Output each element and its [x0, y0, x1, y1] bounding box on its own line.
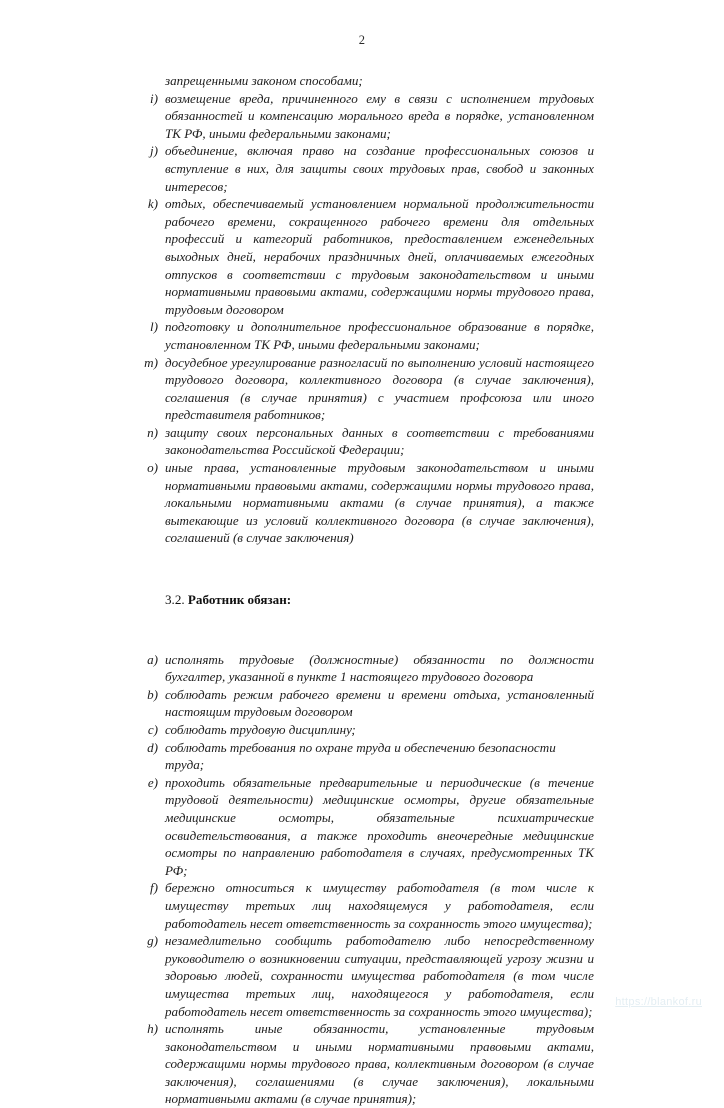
list-item [128, 459, 594, 547]
list-item [128, 739, 594, 774]
list-marker: k) [147, 196, 158, 212]
list-marker: b) [147, 686, 158, 702]
list-item [128, 90, 594, 143]
list-item-text: бережно относиться к имуществу работодателя (в том числе к имуществу третьих лиц находящемуся у работодателя, если работодатель несет ответственность за сохранность этого имущества); [165, 880, 594, 931]
list-item [128, 195, 594, 318]
list-item [128, 424, 594, 459]
list-marker: e) [147, 774, 158, 790]
page-content [128, 72, 594, 1108]
list-item [128, 1020, 594, 1108]
list-item-text: иные права, установленные трудовым законодательством и иными нормативными правовыми актами, содержащими нормы трудового права, локальными нормативными актами (в случае принятия), а также вытекающие из условий коллективного договора (в случае заключения), соглашений (в случае заключения) [165, 460, 594, 546]
employee-duties-list [128, 651, 594, 1108]
list-item-text: исполнять трудовые (должностные) обязанности по должности бухгалтер, указанной в пункте 1 настоящего трудового договора [165, 651, 594, 685]
list-item-text: соблюдать режим рабочего времени и времени отдыха, установленный настоящим трудовым договором [165, 686, 594, 720]
list-item-text: соблюдать трудовую дисциплину; [165, 722, 356, 737]
list-marker: m) [144, 354, 158, 370]
list-item-text: возмещение вреда, причиненного ему в связи с исполнением трудовых обязанностей и компенсацию морального вреда в порядке, установленном ТК РФ, иными федеральными законами; [165, 90, 594, 141]
list-item-text: защиту своих персональных данных в соответствии с требованиями законодательства Российской Федерации; [165, 424, 594, 458]
list-item-text: объединение, включая право на создание профессиональных союзов и вступление в них, для защиты своих трудовых прав, свобод и законных интересов; [165, 143, 594, 194]
list-item [128, 651, 594, 686]
list-item [128, 142, 594, 195]
list-item-text: подготовку и дополнительное профессиональное образование в порядке, установленном ТК РФ, иными федеральными законами; [165, 319, 594, 352]
page-number: 2 [358, 33, 366, 47]
list-item [128, 354, 594, 424]
list-item [128, 686, 594, 721]
source-watermark[interactable]: https://blankof.ru [615, 996, 702, 1008]
list-item-text: незамедлительно сообщить работодателю либо непосредственному руководителю о возникновении ситуации, представляющей угрозу жизни и здоровью людей, сохранности имущества работодателя (в том числе имущества третьих лиц, находящегося у работодателя, если работодатель несет ответственность за сохранность этого имущества); [165, 933, 594, 1019]
list-item-text: досудебное урегулирование разногласий по выполнению условий настоящего трудового договора, коллективного договора (в случае заключения), соглашения (в случае принятия) с участием профсоюза или иного представителя работников; [165, 354, 594, 423]
list-item-text: соблюдать требования по охране труда и обеспечению безопасности труда; [165, 739, 556, 773]
list-marker: o) [147, 460, 158, 476]
employee-rights-list [128, 90, 594, 547]
list-marker: a) [147, 651, 158, 667]
list-marker: f) [150, 880, 158, 896]
section-heading [128, 591, 594, 609]
list-item [128, 318, 594, 353]
list-item-text: исполнять иные обязанности, установленные трудовым законодательством и иными нормативными правовыми актами, содержащими нормы трудового права, коллективным договором (в случае заключения), соглашениями (в случае заключения), локальными нормативными актами (в случае принятия); [165, 1021, 594, 1107]
spacer [128, 609, 594, 651]
list-item [128, 932, 594, 1020]
section-title: Работник обязан: [187, 592, 292, 608]
section-number: 3.2. [165, 592, 185, 608]
list-item-text: проходить обязательные предварительные и периодические (в течение трудовой деятельности) медицинские осмотры, другие обязательные медицинские осмотры, обязательные психиатрические освидетельствования, а также проходить внеочередные медицинские осмотры по направлению работодателя в случаях, предусмотренных ТК РФ; [165, 774, 594, 878]
list-item [128, 721, 594, 739]
list-marker: i) [150, 90, 158, 106]
list-marker: g) [147, 933, 158, 949]
list-marker: l) [150, 319, 158, 335]
continued-line: запрещенными законом способами; [165, 73, 363, 88]
list-item [128, 879, 594, 932]
list-item [128, 774, 594, 880]
list-marker: n) [147, 424, 158, 440]
list-marker: j) [150, 143, 158, 159]
list-marker: h) [147, 1021, 158, 1037]
list-marker: d) [147, 739, 158, 755]
list-item-text: отдых, обеспечиваемый установлением нормальной продолжительности рабочего времени, сокращенного рабочего времени для отдельных профессий и категорий работников, предоставлением еженедельных выходных дней, нерабочих праздничных дней, оплачиваемых ежегодных отпусков в соответствии с трудовым законодательством и иными нормативными правовыми актами, содержащими нормы трудового права, трудовым договором [165, 196, 594, 317]
list-marker: c) [147, 722, 158, 737]
